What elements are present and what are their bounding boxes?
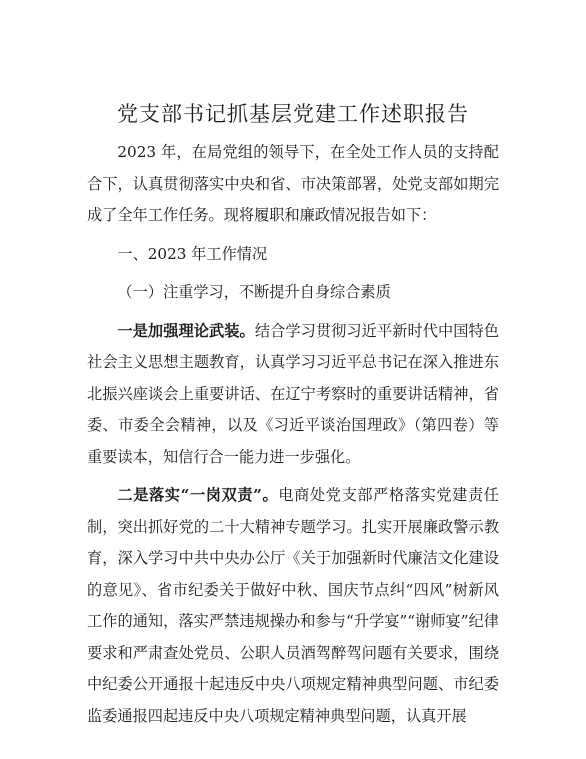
subsection-heading: （一）注重学习，不断提升自身综合素质 [117,283,391,301]
paragraph-text: 结合学习贯彻习近平新时代中国特色社会主义思想主题教育，认真学习习近平总书记在深入推进东北振兴座谈会上重要讲话、在辽宁考察时的重要讲话精神，省委、市委全会精神，以及《习近平谈治国理政》（第四卷）等重要读本，知信行合一能力进一步强化。 [87,321,500,466]
paragraph-theory [87,316,499,474]
paragraph-lead: 二是落实“一岗双责”。 [117,486,279,504]
intro-paragraph: 2023 年，在局党组的领导下，在全处工作人员的支持配合下，认真贯彻落实中央和省、市决策部署，处党支部如期完成了全年工作任务。现将履职和廉政情况报告如下： [87,143,499,224]
section-heading: 一、2023 年工作情况 [117,244,268,263]
paragraph-text: 电商处党支部严格落实党建责任制，突出抓好党的二十大精神专题学习。扎实开展廉政警示教育，深入学习中共中央办公厅《关于加强新时代廉洁文化建设的意见》、省市纪委关于做好中秋、国庆节点纠“四风”树新风工作的通知，落实严禁违规操办和参与“升学宴”“谢师宴”纪律要求和严肃查处党员、公职人员酒驾醉驾问题有关要求，围绕中纪委公开通报十起违反中央八项规定精神典型问题、市纪委监委通报四起违反中央八项规定精神典型问题，认真开展 [87,486,499,725]
paragraph-lead: 一是加强理论武装。 [117,321,255,340]
paragraph-responsibility [87,480,499,732]
document-title: 党支部书记抓基层党建工作述职报告 [117,102,469,126]
document-body [87,137,499,739]
